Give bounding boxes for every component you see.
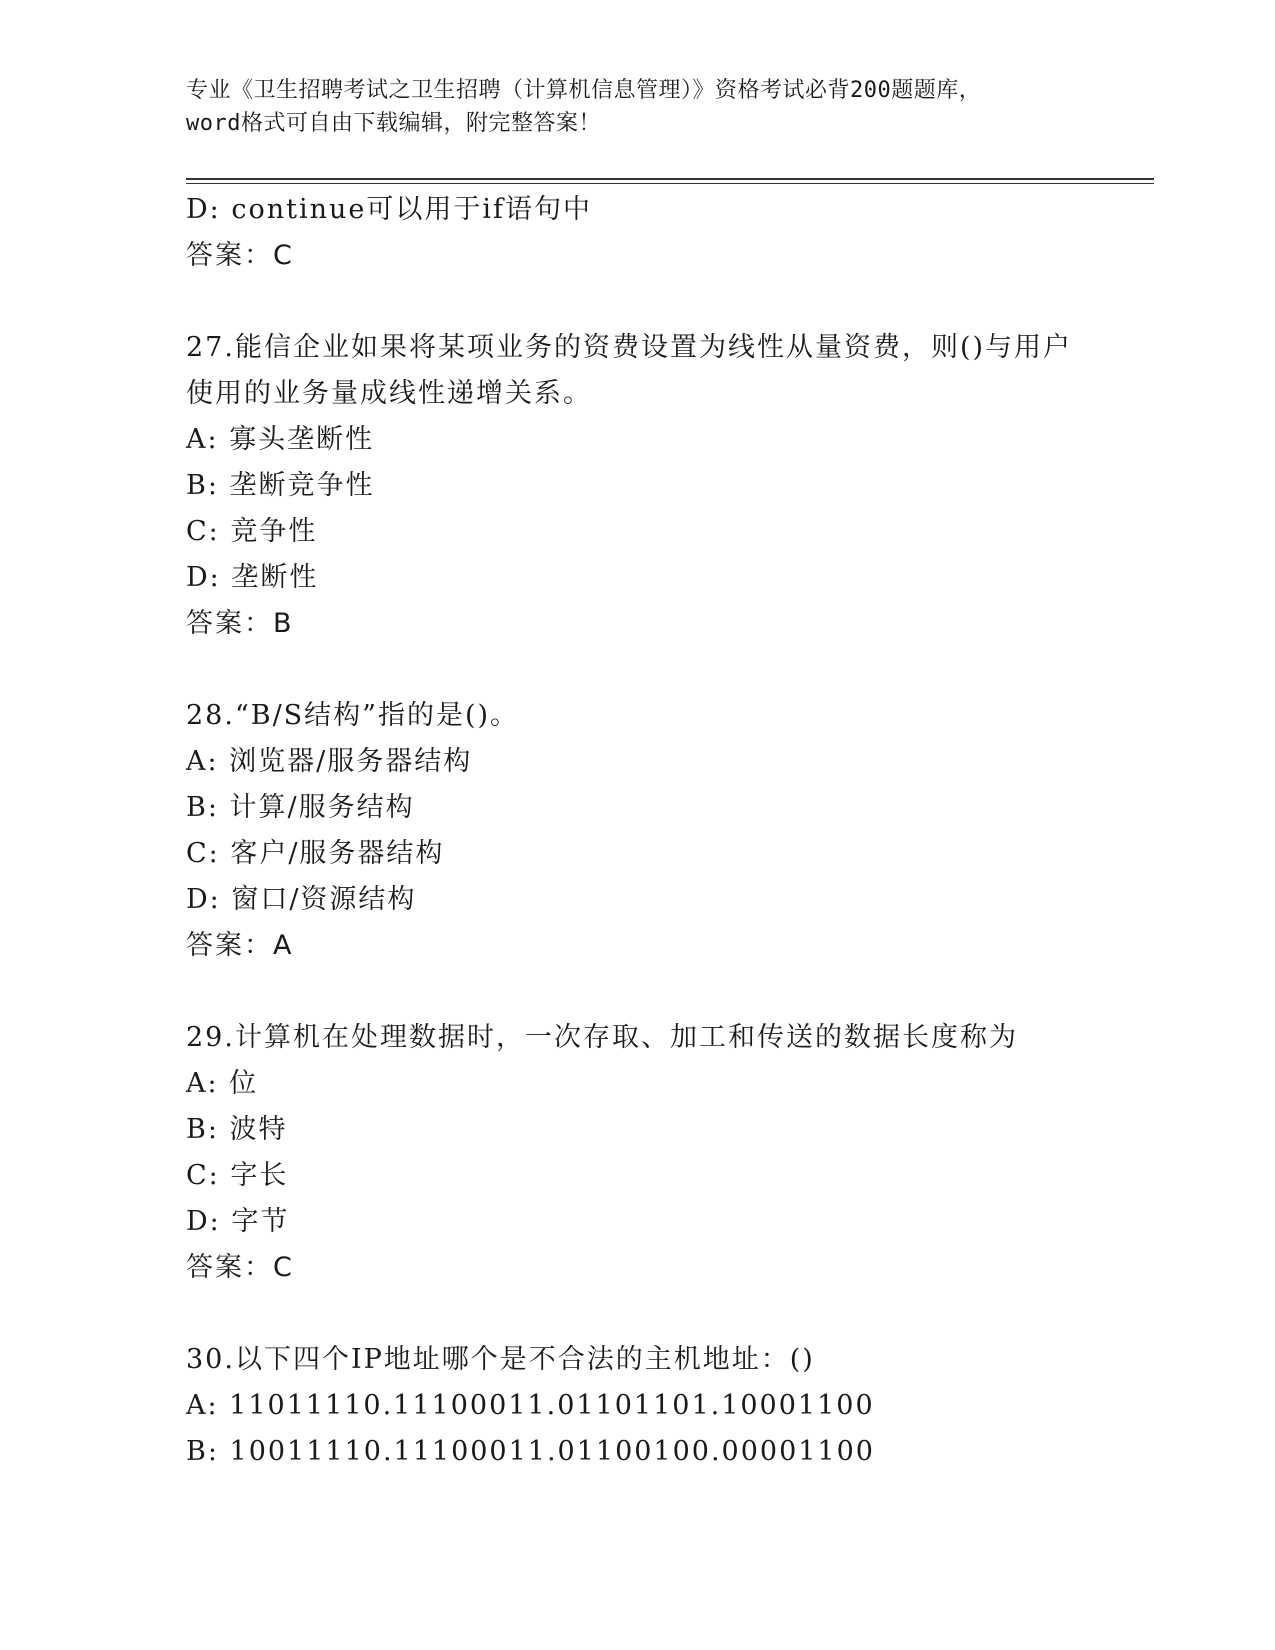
option-d: D: 垄断性 <box>186 562 319 593</box>
option-d: D: 字节 <box>186 1206 290 1237</box>
answer-line: 答案：C <box>186 1252 294 1283</box>
spacer <box>186 969 1146 1015</box>
option-a: A: 位 <box>186 1068 259 1099</box>
answer-line: 答案：C <box>186 240 294 271</box>
question-stem: 30.以下四个IP地址哪个是不合法的主机地址：() <box>186 1344 815 1375</box>
option-b: B: 垄断竞争性 <box>186 470 375 501</box>
option-b: B: 10011110.11100011.01100100.00001100 <box>186 1436 875 1467</box>
question-26-tail <box>186 187 1146 279</box>
document-header <box>186 74 1086 140</box>
option-a: A: 11011110.11100011.01101101.10001100 <box>186 1390 875 1421</box>
question-stem-line-2: 使用的业务量成线性递增关系。 <box>186 378 592 409</box>
question-stem: 28.“B/S结构”指的是()。 <box>186 700 520 731</box>
spacer <box>186 647 1146 693</box>
header-title-line-2: word格式可自由下载编辑，附完整答案！ <box>186 111 601 136</box>
question-29 <box>186 1015 1146 1291</box>
header-divider-thin <box>186 183 1154 184</box>
question-list <box>186 187 1146 1475</box>
option-a: A: 寡头垄断性 <box>186 424 375 455</box>
option-a: A: 浏览器/服务器结构 <box>186 746 473 777</box>
answer-line: 答案：A <box>186 930 294 961</box>
option-d: D: continue可以用于if语句中 <box>186 194 592 225</box>
option-d: D: 窗口/资源结构 <box>186 884 417 915</box>
option-c: C: 竞争性 <box>186 516 318 547</box>
question-stem: 29.计算机在处理数据时，一次存取、加工和传送的数据长度称为 <box>186 1022 1018 1053</box>
spacer <box>186 279 1146 325</box>
header-title-line-1: 专业《卫生招聘考试之卫生招聘（计算机信息管理）》资格考试必背200题题库， <box>186 78 982 103</box>
option-b: B: 计算/服务结构 <box>186 792 415 823</box>
option-b: B: 波特 <box>186 1114 288 1145</box>
header-divider-thick <box>186 178 1154 180</box>
question-27 <box>186 325 1146 647</box>
question-stem-line-1: 27.能信企业如果将某项业务的资费设置为线性从量资费，则()与用户 <box>186 332 1073 363</box>
question-30 <box>186 1337 1146 1475</box>
option-c: C: 字长 <box>186 1160 289 1191</box>
question-28 <box>186 693 1146 969</box>
answer-line: 答案：B <box>186 608 294 639</box>
option-c: C: 客户/服务器结构 <box>186 838 445 869</box>
spacer <box>186 1291 1146 1337</box>
